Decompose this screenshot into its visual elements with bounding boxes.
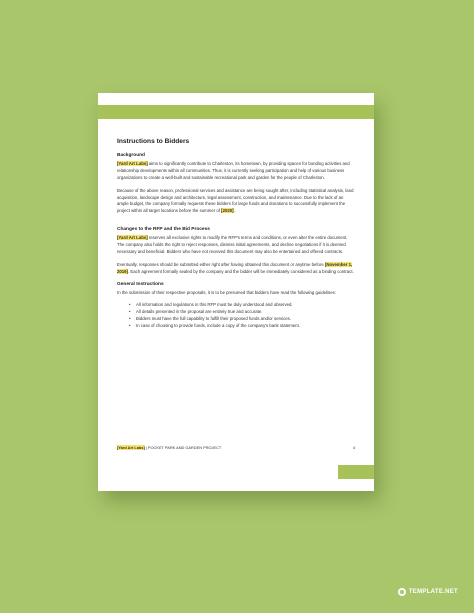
list-item: • Bidders must have the full capability to fulfill their proposed funds and/or services. xyxy=(129,316,355,323)
background-paragraph-2 xyxy=(117,188,355,216)
background-paragraph-1 xyxy=(117,161,355,182)
paragraph-text: Eventually, responses should be submitted either right after having obtained this document or anytime before xyxy=(117,261,325,267)
document-page xyxy=(98,93,374,491)
document-body xyxy=(117,138,355,330)
paragraph-text: reserves all exclusive rights to modify the RFP's terms and conditions, or even alter the entire document. The company also holds the right to reject responses, dismiss initial agreements, and decline negotiations if it is deemed necessary and beneficial. Bidders who have not received this document may also be entertained and offered contracts. xyxy=(117,235,348,254)
date-placeholder[interactable]: [November 1, 2019] xyxy=(117,261,353,274)
paragraph-text: Because of the above reason, professional services and assistance are being sought after, including statistical analysis, land acquisition, landscape design and architecture, legal assessment, construction, and maintenance. Due to the lack of an ample budget, the company formally requests these bidders for large funds and donations to successfully implement the project within all target locations before the summer of xyxy=(117,187,354,214)
page-title: Instructions to Bidders xyxy=(117,138,190,145)
accent-bar-bottom xyxy=(338,465,374,479)
list-item: • All information and regulations in this RFP must be duly understood and observed. xyxy=(129,302,355,309)
template-logo-icon xyxy=(398,588,406,596)
paragraph-text: . Each agreement formally sealed by the company and the bidder will be immediately considered as a binding contract. xyxy=(128,268,354,274)
page-number: 4 xyxy=(352,445,355,450)
watermark-text: TEMPLATE.NET xyxy=(408,589,458,595)
section-heading-background: Background xyxy=(117,153,145,158)
changes-paragraph-1 xyxy=(117,235,355,256)
section-heading-changes: Changes to the RFP and the Bid Process xyxy=(117,227,210,233)
footer-project: | POCKET PARK AND GARDEN PROJECT xyxy=(144,445,222,450)
accent-bar-top xyxy=(98,105,374,119)
general-intro: In the submission of their respective proposals, it is to be presumed that bidders have read the following guidelines: xyxy=(117,289,337,295)
changes-paragraph-2 xyxy=(117,262,355,276)
footer-company[interactable]: [Yard Art Labs] xyxy=(117,445,145,450)
company-placeholder[interactable]: [Yard Art Labs] xyxy=(117,235,148,241)
paragraph-text: aims to significantly contribute to Charleston, its hometown, by providing spaces for bonding activities and relationship developments within all communities. Thus, it is currently seeking participation and help of various business organizations to create a well-built and sustainable recreational park and garden for the people of Charleston. xyxy=(117,161,350,180)
company-placeholder[interactable]: [Yard Art Labs] xyxy=(117,161,148,166)
section-heading-general: General Instructions xyxy=(117,281,164,287)
list-item: • In case of choosing to provide funds, include a copy of the company's bank statement. xyxy=(129,323,355,330)
list-item: • All details presented in the proposal are entirely true and accurate. xyxy=(129,309,355,316)
year-placeholder[interactable]: [2020] xyxy=(221,208,234,214)
page-footer xyxy=(117,445,355,450)
guidelines-list xyxy=(129,302,355,330)
paragraph-text: . xyxy=(233,208,235,214)
watermark xyxy=(398,588,458,596)
